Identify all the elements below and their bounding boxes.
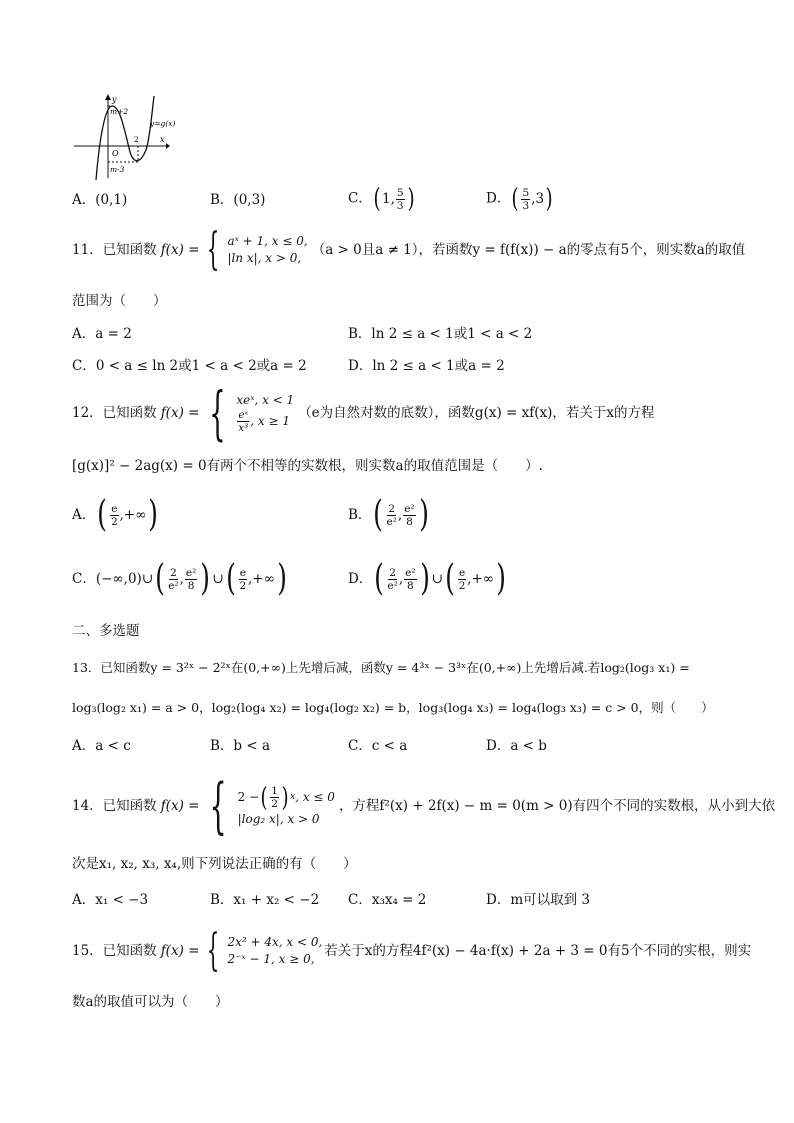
q15-condition: 若关于x的方程4f²(x) − 4a·f(x) + 2a + 3 = 0有5个不同的实根，则实 (324, 943, 752, 959)
q10-option-d: D． ( $\frac{5}{3}$ ,3 ) (486, 184, 553, 214)
q12-option-d-d1: e² (387, 579, 398, 592)
q14-case1-num: 1 (271, 785, 278, 797)
q12-case2-num: eˣ (238, 409, 249, 421)
q12-option-a-right: ,+∞ (119, 507, 147, 523)
q12-option-b-d2: 8 (406, 515, 413, 528)
q12-option-b-n2: e² (404, 502, 415, 515)
q10-option-b-text: (0,3) (233, 192, 266, 208)
q12-option-d-n2: e² (405, 566, 416, 579)
q12-option-d-d2: 8 (406, 579, 414, 592)
function-graph (70, 92, 176, 180)
q12-option-d-d3: 2 (458, 579, 466, 592)
q10-option-c-letter: C． (348, 190, 372, 207)
q11-option-a: A．a = 2 (72, 326, 132, 342)
q11-number: 11．已知函数 (72, 242, 157, 258)
q13-option-d: D．a < b (486, 738, 547, 754)
q12-option-c-d3: 2 (239, 579, 247, 592)
q11-line2: 范围为（ ） (72, 293, 167, 309)
q12-option-a-letter: A． (72, 507, 96, 523)
q12-option-c-letter: C． (72, 571, 96, 587)
q10-option-d-letter: D． (486, 190, 511, 207)
q10-option-d-den: 3 (522, 199, 530, 212)
q12-option-a: A． ( $\frac{e}{2}$ ,+∞ ) (72, 494, 159, 535)
q12-option-c-n2: e² (185, 566, 197, 579)
q12-line2: [g(x)]² − 2ag(x) = 0有两个不相等的实数根，则实数a的取值范围是（ ）. (72, 458, 543, 474)
graph-y-label: y (112, 95, 117, 104)
q13-option-a: A．a < c (72, 738, 131, 754)
q10-option-b-letter: B． (210, 192, 234, 208)
q12-option-c-d2: 8 (187, 579, 195, 592)
q12-option-d-n1: 2 (389, 566, 396, 579)
q14-line2: 次是x₁, x₂, x₃, x₄,则下列说法正确的有（ ） (72, 856, 357, 872)
q12-option-d-right: ,+∞ (467, 571, 495, 587)
q15-case2: 2⁻ˣ − 1, x ≥ 0, (227, 952, 315, 966)
q12-option-b-letter: B． (348, 507, 372, 523)
q12-option-c-n3: e (239, 566, 246, 579)
q12-stem: 12．已知函数 f(x) = { xeˣ, x < 1 $\frac{\text{eˣ}}{\text{x³}}$ , x ≥ 1 （e为自然对数的底数），函数g(x) = xf(x)，若关于x的方程 (72, 379, 655, 447)
q12-option-a-den: 2 (111, 515, 118, 528)
q11-case1: aˣ + 1, x ≤ 0, (227, 234, 308, 248)
q14-option-c: C．x₃x₄ = 2 (348, 892, 427, 908)
section-heading: 二、多选题 (72, 623, 140, 639)
graph-curve-label: y=g(x) (150, 119, 176, 128)
q12-option-c-right: ,+∞ (247, 571, 275, 587)
q12-option-c-d1: e² (168, 579, 179, 592)
q13-line2: log₃(log₂ x₁) = a > 0，log₂(log₄ x₂) = log₄(log₂ x₂) = b，log₃(log₄ x₃) = log₄(log₃ x₃) = c > 0，则（ ） (72, 700, 714, 715)
q11-condition: （a > 0且a ≠ 1），若函数y = f(f(x)) − a的零点有5个，则实数a的取值 (311, 242, 746, 258)
graph-x-label: x (160, 135, 165, 144)
q10-option-a-text: (0,1) (95, 192, 128, 208)
q12-option-c-first: (−∞,0)∪ (95, 571, 154, 587)
q14-stem: 14．已知函数 f(x) = { 2 − ( $\frac{1}{2}$ ) x , x ≤ 0 |log₂ x|, x > 0 ，方程f²(x) + 2f(x) − m = 0(m > 0)有四个不同的实数根，从小到大依 (72, 771, 776, 841)
q12-option-d: D． ( $\frac{2}{\text{e²}}$ , $\frac{\text{e²}}{8}$ ) ∪ ( $\frac{e}{2}$ ,+∞ ) (348, 558, 506, 599)
q12-fx: f(x) = (160, 405, 200, 421)
q14-case1-cond: , x ≤ 0 (295, 790, 335, 804)
q10-option-d-num: 5 (522, 186, 530, 199)
q14-case1-sup: x (290, 792, 296, 802)
q11-fx: f(x) = (160, 242, 200, 258)
x-axis-arrow (166, 143, 170, 149)
q13-option-c: C．c < a (348, 738, 408, 754)
q10-option-c-num: 5 (396, 186, 404, 199)
q13-line1: 13．已知函数y = 3²ˣ − 2²ˣ在(0,+∞)上先增后减，函数y = 4³ˣ − 3³ˣ在(0,+∞)上先增后减.若log₂(log₃ x₁) = (72, 660, 690, 675)
q14-option-b: B．x₁ + x₂ < −2 (210, 892, 320, 908)
graph-origin-label: O (112, 149, 119, 158)
q12-number: 12．已知函数 (72, 405, 157, 421)
q14-condition: ，方程f²(x) + 2f(x) − m = 0(m > 0)有四个不同的实数根，从小到大依 (338, 798, 776, 814)
q14-fx: f(x) = (160, 798, 200, 814)
q15-line2: 数a的取值可以为（ ） (72, 994, 229, 1010)
q12-case2-den: x³ (238, 422, 249, 434)
q15-fx: f(x) = (160, 943, 200, 959)
q10-option-b (210, 191, 265, 209)
q10-option-d-right: ,3 (531, 191, 545, 207)
q12-option-b-n1: 2 (388, 502, 396, 515)
q14-number: 14．已知函数 (72, 798, 157, 814)
graph-bottom-label: m-3 (110, 165, 125, 174)
q14-option-a: A．x₁ < −3 (72, 892, 149, 908)
q14-case1-pre: 2 − (237, 790, 260, 804)
q12-condition: （e为自然对数的底数），函数g(x) = xf(x)，若关于x的方程 (298, 405, 655, 421)
q14-case1-den: 2 (271, 798, 278, 810)
q11-option-b: B．ln 2 ≤ a < 1或1 < a < 2 (348, 326, 533, 342)
q10-option-c-den: 3 (396, 199, 404, 212)
q12-option-d-n3: e (458, 566, 466, 579)
y-axis-arrow (105, 94, 111, 100)
q14-case2: |log₂ x|, x > 0 (237, 811, 320, 826)
q12-option-c-union: ∪ (212, 571, 224, 587)
q15-case1: 2x² + 4x, x < 0, (227, 935, 323, 949)
q11-option-d: D．ln 2 ≤ a < 1或a = 2 (348, 358, 505, 374)
q11-case2: |ln x|, x > 0, (227, 251, 302, 265)
q15-number: 15．已知函数 (72, 943, 157, 959)
q13-option-b: B．b < a (210, 738, 271, 754)
q10-option-a (72, 191, 127, 209)
q12-case2-cond: , x ≥ 1 (250, 414, 291, 428)
graph-top-label: m+2 (110, 107, 129, 116)
q10-option-c: C． ( 1, $\frac{5}{3}$ ) (348, 184, 415, 214)
q14-option-d: D．m可以取到 3 (486, 892, 591, 908)
q12-option-d-letter: D． (348, 571, 373, 587)
q10-option-a-letter: A． (72, 192, 96, 208)
q12-option-c: C． (−∞,0)∪ ( $\frac{2}{\text{e²}}$ , $\frac{\text{e²}}{8}$ ) ∪ ( $\frac{e}{2}$ ,+∞ ) (72, 558, 287, 599)
q10-option-c-left: 1, (382, 191, 395, 207)
q12-option-d-union: ∪ (431, 571, 443, 587)
q12-option-b: B． ( $\frac{2}{\text{e²}}$ , $\frac{\text{e²}}{8}$ ) (348, 494, 429, 535)
graph-two-label: 2 (134, 135, 139, 144)
q12-case1: xeˣ, x < 1 (236, 393, 295, 407)
q12-option-c-n1: 2 (170, 566, 177, 579)
q11-option-c: C．0 < a ≤ ln 2或1 < a < 2或a = 2 (72, 358, 307, 374)
q15-stem: 15．已知函数 f(x) = { 2x² + 4x, x < 0, 2⁻ˣ − 1, x ≥ 0, 若关于x的方程4f²(x) − 4a·f(x) + 2a + 3 = 0有5个不同的实根，则实 (72, 925, 752, 976)
q12-option-b-d1: e² (386, 515, 397, 528)
q12-option-a-num: e (111, 502, 118, 515)
q11-stem: 11．已知函数 f(x) = { aˣ + 1, x ≤ 0, |ln x|, x > 0, （a > 0且a ≠ 1），若函数y = f(f(x)) − a的零点有5个，则实数a的取值 (72, 224, 746, 275)
